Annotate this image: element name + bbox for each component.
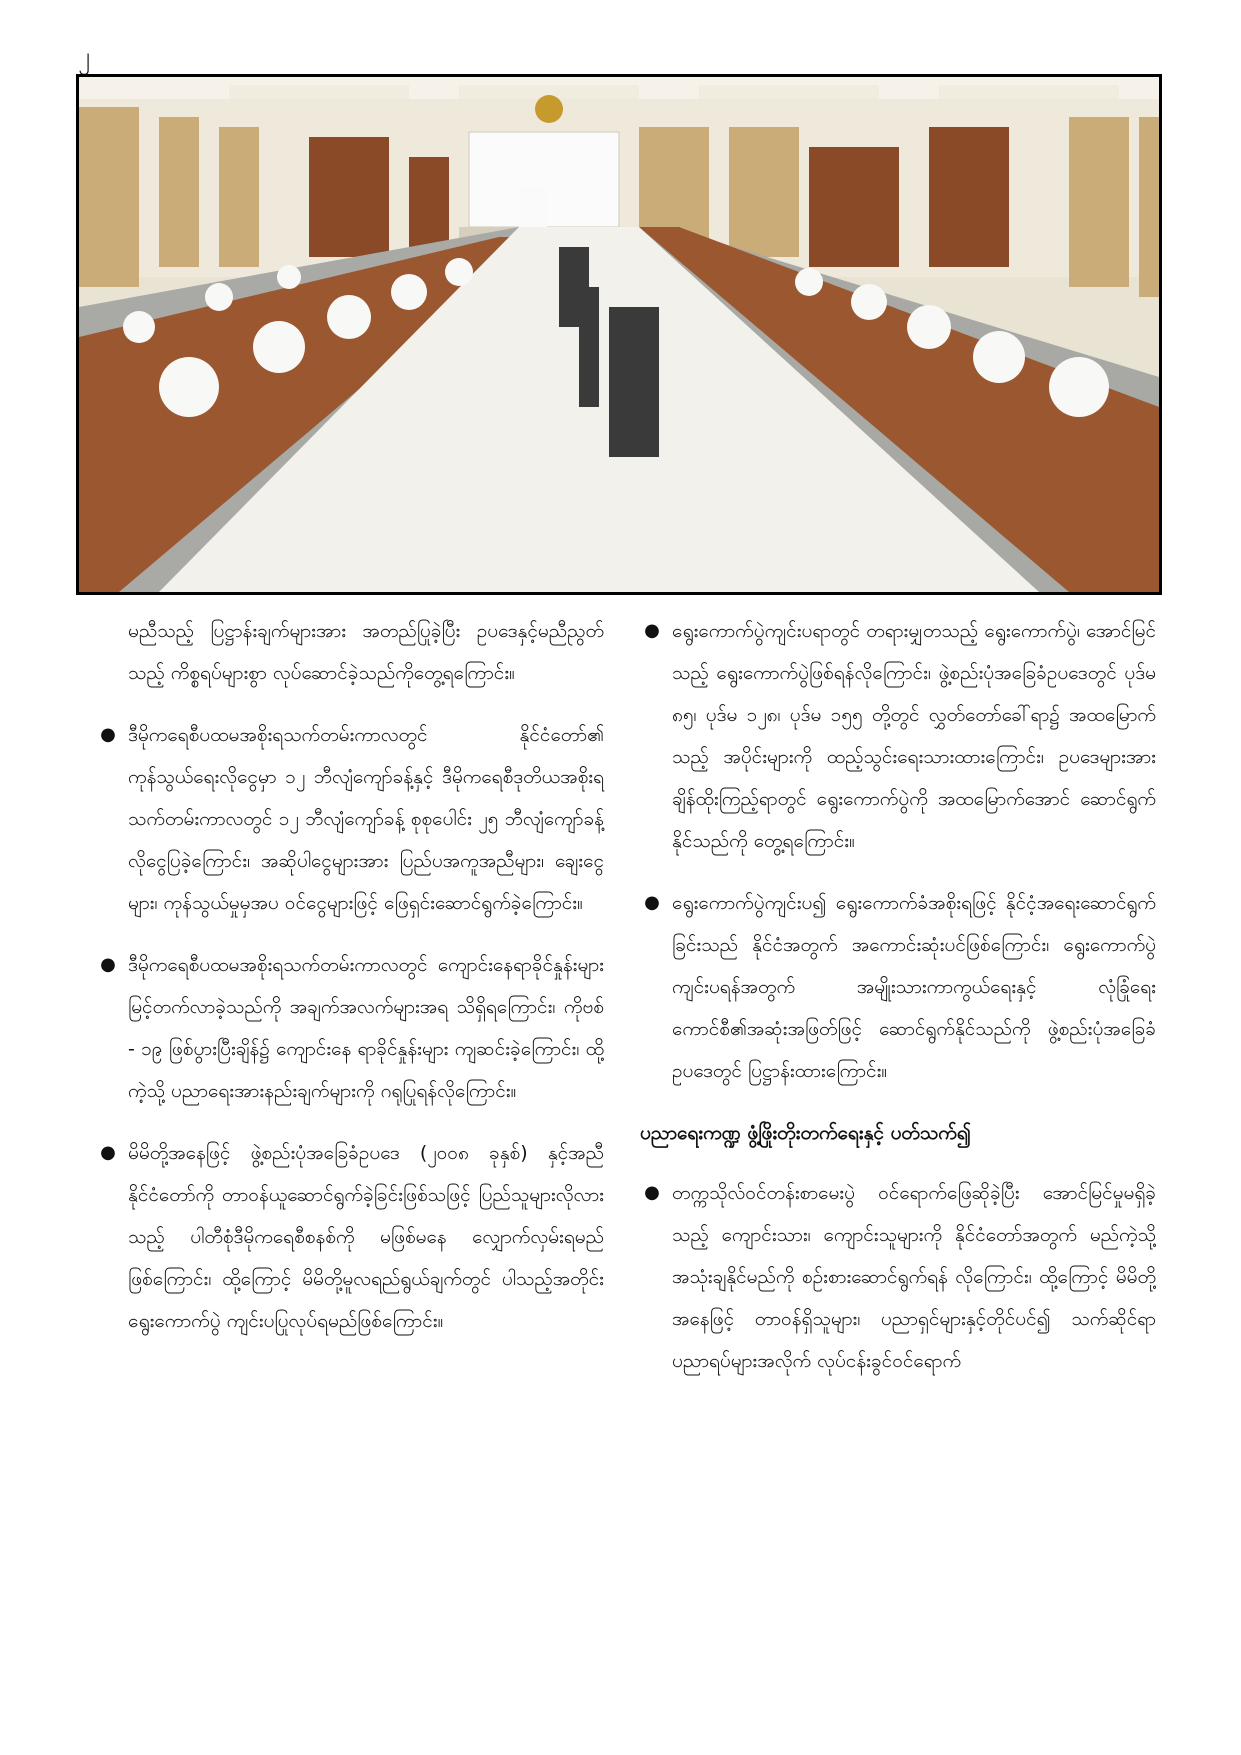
list-item-text: ရွေးကောက်ပွဲကျင်းပ၍ ရွေးကောက်ခံအစိုးရဖြင့် နိုင်ငံ့အရေးဆောင်ရွက်ခြင်းသည် နိုင်ငံအတွက် အကောင်းဆုံးပင်ဖြစ်ကြောင်း၊ ရွေးကောက်ပွဲ ကျင်းပရန်အတွက် အမျိုးသားကာကွယ်ရေးနှင့် လုံခြုံရေးကောင်စီ၏အဆုံးအဖြတ်ဖြင့် ဆောင်ရွက်နိုင်သည်ကို ဖွဲ့စည်းပုံအခြေခံ ဥပဒေတွင် ပြဋ္ဌာန်းထားကြောင်း။ — [672, 892, 1156, 1082]
list-item-text: ဒီမိုကရေစီပထမအစိုးရသက်တမ်းကာလတွင် ကျောင်းနေရာခိုင်နှုန်းများ မြင့်တက်လာခဲ့သည်ကို အချက်အလက်များအရ သိရှိရကြောင်း၊ ကိုဗစ် - ၁၉ ဖြစ်ပွားပြီးချိန်၌ ကျောင်းနေ ရာခိုင်နှုန်းများ ကျဆင်းခဲ့ကြောင်း၊ ထို့ကဲ့သို့ ပညာရေးအားနည်းချက်များကို ဂရုပြုရန်လိုကြောင်း။ — [128, 954, 604, 1102]
continuation-paragraph: မညီသည့် ပြဋ္ဌာန်းချက်များအား အတည်ပြုခဲ့ပြီး ဥပဒေနှင့်မညီညွတ်သည့် ကိစ္စရပ်များစွာ လုပ်ဆောင်ခဲ့သည်ကိုတွေ့ရကြောင်း။ — [128, 620, 604, 684]
meeting-room-illustration — [79, 77, 1159, 592]
bullet-icon: ● — [100, 1142, 116, 1163]
left-column — [96, 610, 604, 1362]
bullet-icon: ● — [100, 954, 116, 975]
bullet-icon: ● — [644, 1182, 660, 1203]
list-item-text: တက္ကသိုလ်ဝင်တန်းစာမေးပွဲ ဝင်ရောက်ဖြေဆိုခဲ့ပြီး အောင်မြင်မှုမရှိခဲ့သည့် ကျောင်းသား၊ ကျောင်းသူများကို နိုင်ငံတော်အတွက် မည်ကဲ့သို့ အသုံးချနိုင်မည်ကို စဉ်းစားဆောင်ရွက်ရန် လိုကြောင်း၊ ထို့ကြောင့် မိမိတို့အနေဖြင့် တာဝန်ရှိသူများ၊ ပညာရှင်များနှင့်တိုင်ပင်၍ သက်ဆိုင်ရာပညာရပ်များအလိုက် လုပ်ငန်းခွင်ဝင်ရောက် — [672, 1182, 1156, 1372]
page-number: ၂ — [78, 42, 90, 70]
list-item-text: ရွေးကောက်ပွဲကျင်းပရာတွင် တရားမျှတသည့် ရွေးကောက်ပွဲ၊ အောင်မြင်သည့် ရွေးကောက်ပွဲဖြစ်ရန်လိုကြောင်း၊ ဖွဲ့စည်းပုံအခြေခံဥပဒေတွင် ပုဒ်မ ၈၅၊ ပုဒ်မ ၁၂၈၊ ပုဒ်မ ၁၅၅ တို့တွင် လွှတ်တော်ခေါ်ရာ၌ အထမြောက်သည့် အပိုင်းများကို ထည့်သွင်းရေးသားထားကြောင်း၊ ဥပဒေများအား ချိန်ထိုးကြည့်ရာတွင် ရွေးကောက်ပွဲကို အထမြောက်အောင် ဆောင်ရွက်နိုင်သည်ကို တွေ့ရကြောင်း။ — [672, 620, 1156, 852]
list-item — [96, 714, 604, 924]
bullet-icon: ● — [644, 892, 660, 913]
list-item-text: မိမိတို့အနေဖြင့် ဖွဲ့စည်းပုံအခြေခံဥပဒေ (၂၀၀၈ ခုနှစ်) နှင့်အညီ နိုင်ငံတော်ကို တာဝန်ယူဆောင်ရွက်ခဲ့ခြင်းဖြစ်သဖြင့် ပြည်သူများလိုလားသည့် ပါတီစုံဒီမိုကရေစီစနစ်ကို မဖြစ်မနေ လျှောက်လှမ်းရမည်ဖြစ်ကြောင်း၊ ထို့ကြောင့် မိမိတို့မူလရည်ရွယ်ချက်တွင် ပါသည့်အတိုင်း ရွေးကောက်ပွဲ ကျင်းပပြုလုပ်ရမည်ဖြစ်ကြောင်း။ — [128, 1142, 604, 1332]
list-item-text: ဒီမိုကရေစီပထမအစိုးရသက်တမ်းကာလတွင် နိုင်ငံတော်၏ ကုန်သွယ်ရေးလိုငွေမှာ ၁၂ ဘီလျံကျော်ခန့်နှင့် ဒီမိုကရေစီဒုတိယအစိုးရသက်တမ်းကာလတွင် ၁၂ ဘီလျံကျော်ခန့် စုစုပေါင်း ၂၅ ဘီလျံကျော်ခန့် လိုငွေပြခဲ့ကြောင်း၊ အဆိုပါငွေများအား ပြည်ပအကူအညီများ၊ ချေးငွေများ၊ ကုန်သွယ်မှုမှအပ ဝင်ငွေများဖြင့် ဖြေရှင်းဆောင်ရွက်ခဲ့ကြောင်း။ — [128, 724, 604, 914]
list-item — [640, 610, 1156, 862]
list-item — [96, 944, 604, 1112]
right-column — [640, 610, 1156, 1402]
section-heading: ပညာရေးကဏ္ဍ ဖွံ့ဖြိုးတိုးတက်ရေးနှင့် ပတ်သက်၍ — [640, 1122, 972, 1144]
bullet-icon: ● — [644, 620, 660, 641]
list-item — [640, 1172, 1156, 1382]
list-item — [96, 1132, 604, 1342]
list-item — [640, 882, 1156, 1092]
meeting-photo — [76, 74, 1162, 595]
bullet-icon: ● — [100, 724, 116, 745]
